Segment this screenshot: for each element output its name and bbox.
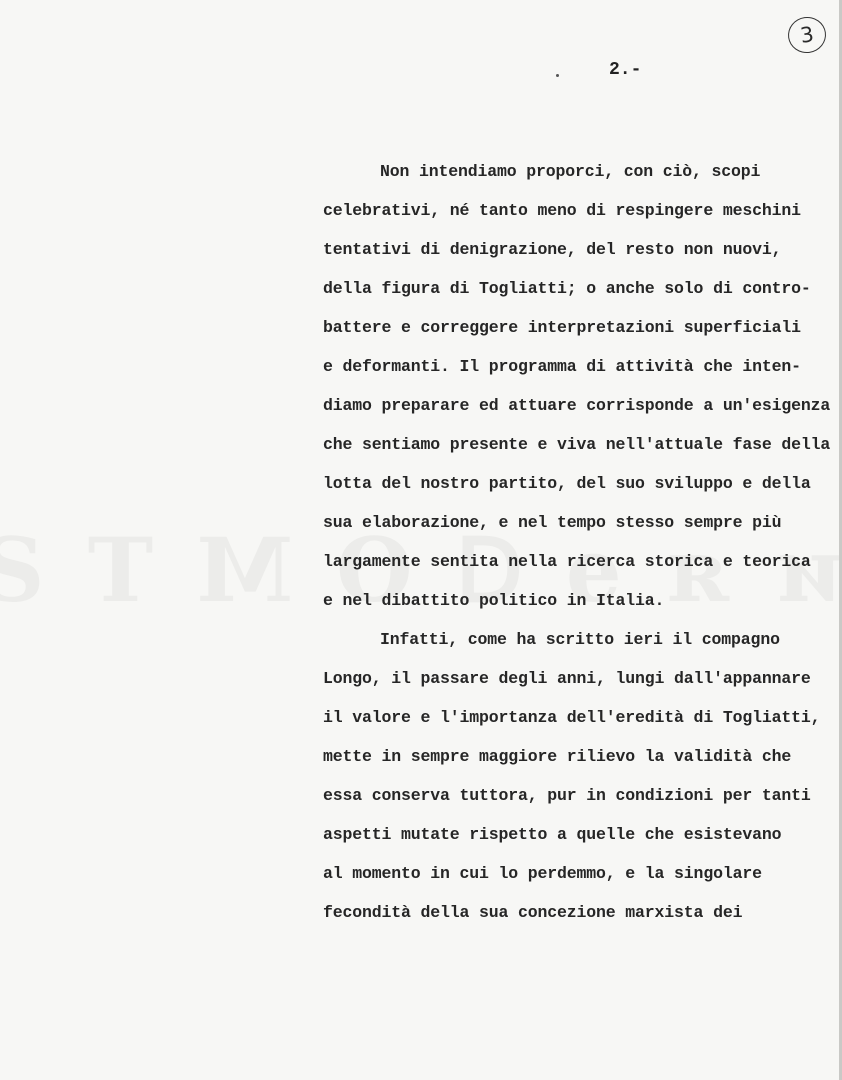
text-line: celebrativi, né tanto meno di respingere meschini [323,201,801,220]
handwritten-page-marker: 3 [786,15,829,56]
text-line: al momento in cui lo perdemmo, e la singolare [323,864,762,883]
text-line: aspetti mutate rispetto a quelle che esistevano [323,825,782,844]
stray-mark [556,74,559,77]
text-line: il valore e l'importanza dell'eredità di Togliatti, [323,708,821,727]
text-line: Infatti, come ha scritto ieri il compagno [380,630,780,649]
text-line: lotta del nostro partito, del suo sviluppo e della [323,474,811,493]
text-line: fecondità della sua concezione marxista dei [323,903,743,922]
text-line: tentativi di denigrazione, del resto non nuovi, [323,240,782,259]
text-line: battere e correggere interpretazioni superficiali [323,318,801,337]
text-line: Longo, il passare degli anni, lungi dall'appannare [323,669,811,688]
text-line: Non intendiamo proporci, con ciò, scopi [380,162,761,181]
text-line: essa conserva tuttora, pur in condizioni per tanti [323,786,811,805]
bleed-through-shadow [0,518,842,628]
text-line: della figura di Togliatti; o anche solo di contro- [323,279,811,298]
text-line: che sentiamo presente e viva nell'attuale fase della [323,435,831,454]
text-line: diamo preparare ed attuare corrisponde a un'esigenza [323,396,831,415]
page-number: 2.- [609,60,642,80]
text-line: e deformanti. Il programma di attività che inten- [323,357,801,376]
text-line: sua elaborazione, e nel tempo stesso sempre più [323,513,782,532]
text-line: e nel dibattito politico in Italia. [323,591,665,610]
text-line: mette in sempre maggiore rilievo la validità che [323,747,792,766]
text-line: largamente sentita nella ricerca storica e teorica [323,552,811,571]
